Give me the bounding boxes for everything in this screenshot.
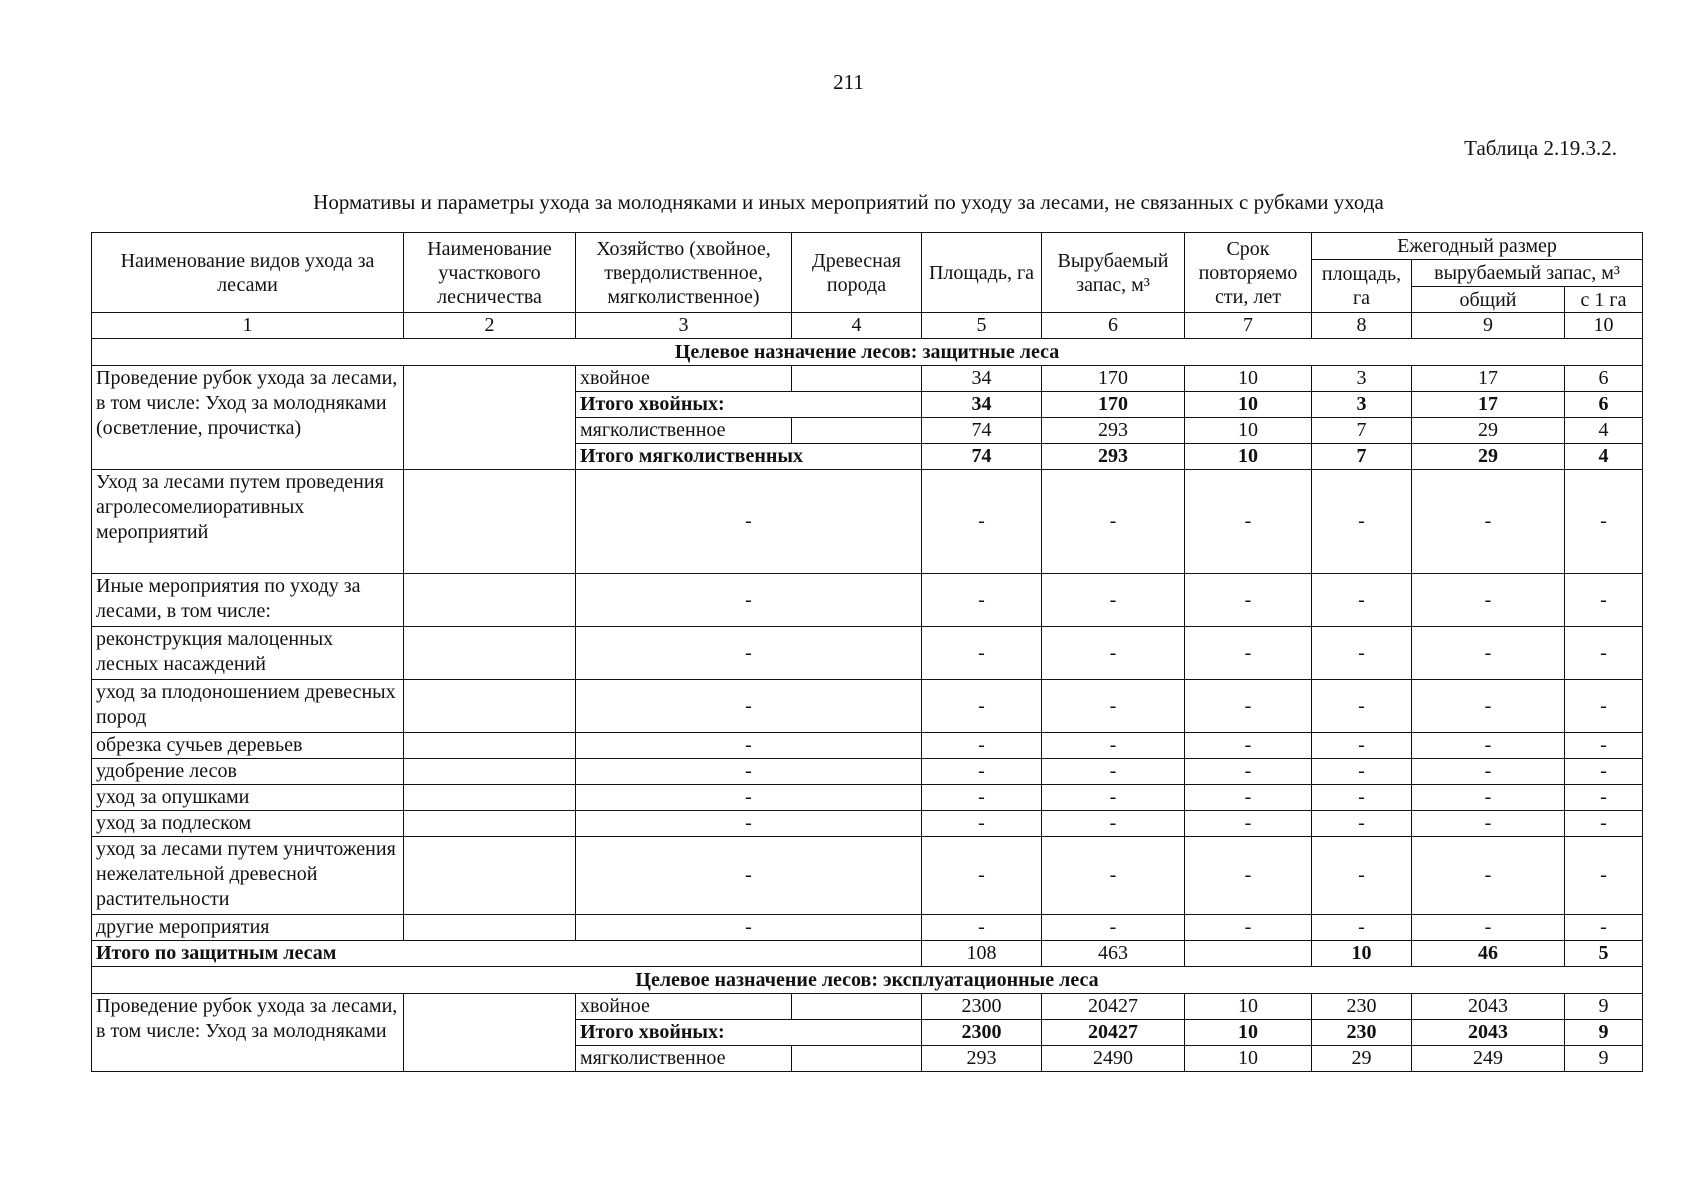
annual-per-ha-cell: - bbox=[1565, 811, 1643, 837]
forestry-cell bbox=[404, 627, 576, 680]
activity-name: Уход за лесами путем проведения агролесомелиоративных мероприятий bbox=[92, 470, 404, 574]
period-cell: - bbox=[1185, 733, 1312, 759]
area-cell: - bbox=[922, 785, 1042, 811]
annual-area-cell: - bbox=[1312, 574, 1412, 627]
farm-cell: - bbox=[576, 759, 922, 785]
header-area: Площадь, га bbox=[922, 233, 1042, 313]
annual-area-cell: - bbox=[1312, 470, 1412, 574]
farm-cell: - bbox=[576, 627, 922, 680]
species-cell bbox=[792, 1046, 922, 1072]
farm-cell: хвойное bbox=[576, 994, 792, 1020]
annual-area-cell: - bbox=[1312, 915, 1412, 941]
stock-cell: 170 bbox=[1042, 392, 1185, 418]
header-annual-total: общий bbox=[1412, 287, 1565, 313]
header-farm: Хозяйство (хвойное, твердолиственное, мягколиственное) bbox=[576, 233, 792, 313]
farm-cell: хвойное bbox=[576, 366, 792, 392]
annual-per-ha-cell: 4 bbox=[1565, 418, 1643, 444]
period-cell: - bbox=[1185, 915, 1312, 941]
area-cell: 74 bbox=[922, 444, 1042, 470]
period-cell: 10 bbox=[1185, 418, 1312, 444]
stock-cell: - bbox=[1042, 811, 1185, 837]
activity-name: уход за плодоношением древесных пород bbox=[92, 680, 404, 733]
period-cell: 10 bbox=[1185, 1020, 1312, 1046]
table-label: Таблица 2.19.3.2. bbox=[1464, 136, 1617, 160]
period-cell: 10 bbox=[1185, 994, 1312, 1020]
period-cell: - bbox=[1185, 627, 1312, 680]
standards-table bbox=[91, 232, 1643, 1072]
annual-area-cell: - bbox=[1312, 837, 1412, 915]
farm-cell: - bbox=[576, 811, 922, 837]
annual-area-cell: - bbox=[1312, 680, 1412, 733]
col-number: 10 bbox=[1565, 313, 1643, 339]
annual-total-cell: - bbox=[1412, 470, 1565, 574]
area-cell: - bbox=[922, 811, 1042, 837]
annual-per-ha-cell: - bbox=[1565, 470, 1643, 574]
annual-area-cell: 3 bbox=[1312, 366, 1412, 392]
forestry-cell bbox=[404, 759, 576, 785]
annual-total-cell: 17 bbox=[1412, 366, 1565, 392]
table-row bbox=[92, 680, 1643, 733]
annual-total-cell: - bbox=[1412, 627, 1565, 680]
table-row bbox=[92, 627, 1643, 680]
annual-per-ha-cell: 5 bbox=[1565, 941, 1643, 967]
period-cell: - bbox=[1185, 785, 1312, 811]
stock-cell: - bbox=[1042, 470, 1185, 574]
period-cell: - bbox=[1185, 680, 1312, 733]
forestry-cell bbox=[404, 811, 576, 837]
table-row bbox=[92, 366, 1643, 392]
farm-cell: - bbox=[576, 915, 922, 941]
period-cell: - bbox=[1185, 811, 1312, 837]
period-cell: - bbox=[1185, 470, 1312, 574]
farm-cell: Итого хвойных: bbox=[576, 1020, 922, 1046]
table-row bbox=[92, 915, 1643, 941]
annual-total-cell: 2043 bbox=[1412, 994, 1565, 1020]
section-header-row bbox=[92, 339, 1643, 366]
forestry-cell bbox=[404, 994, 576, 1072]
farm-cell: - bbox=[576, 733, 922, 759]
annual-area-cell: - bbox=[1312, 785, 1412, 811]
area-cell: 2300 bbox=[922, 994, 1042, 1020]
farm-cell: Итого хвойных: bbox=[576, 392, 922, 418]
stock-cell: 293 bbox=[1042, 444, 1185, 470]
section-header-row bbox=[92, 967, 1643, 994]
stock-cell: - bbox=[1042, 785, 1185, 811]
activity-name: уход за подлеском bbox=[92, 811, 404, 837]
stock-cell: - bbox=[1042, 627, 1185, 680]
activity-name: Проведение рубок ухода за лесами, в том числе: Уход за молодняками bbox=[92, 994, 404, 1072]
header-annual-group: Ежегодный размер bbox=[1312, 233, 1643, 260]
stock-cell: - bbox=[1042, 915, 1185, 941]
species-cell bbox=[792, 366, 922, 392]
header-activity: Наименование видов ухода за лесами bbox=[92, 233, 404, 313]
forestry-cell bbox=[404, 785, 576, 811]
header-stock: Вырубаемый запас, м³ bbox=[1042, 233, 1185, 313]
annual-per-ha-cell: - bbox=[1565, 759, 1643, 785]
annual-total-cell: 2043 bbox=[1412, 1020, 1565, 1046]
area-cell: - bbox=[922, 680, 1042, 733]
farm-cell: Итого мягколиственных bbox=[576, 444, 922, 470]
col-number: 3 bbox=[576, 313, 792, 339]
header-forestry: Наименование участкового лесничества bbox=[404, 233, 576, 313]
annual-total-cell: 29 bbox=[1412, 418, 1565, 444]
annual-area-cell: 10 bbox=[1312, 941, 1412, 967]
annual-total-cell: - bbox=[1412, 680, 1565, 733]
stock-cell: 2490 bbox=[1042, 1046, 1185, 1072]
annual-area-cell: 230 bbox=[1312, 994, 1412, 1020]
area-cell: - bbox=[922, 574, 1042, 627]
stock-cell: - bbox=[1042, 837, 1185, 915]
annual-total-cell: - bbox=[1412, 759, 1565, 785]
annual-area-cell: 3 bbox=[1312, 392, 1412, 418]
species-cell bbox=[792, 418, 922, 444]
table-row bbox=[92, 811, 1643, 837]
annual-per-ha-cell: - bbox=[1565, 574, 1643, 627]
total-row bbox=[92, 941, 1643, 967]
annual-area-cell: 29 bbox=[1312, 1046, 1412, 1072]
col-number: 5 bbox=[922, 313, 1042, 339]
area-cell: - bbox=[922, 759, 1042, 785]
period-cell: 10 bbox=[1185, 1046, 1312, 1072]
stock-cell: 20427 bbox=[1042, 994, 1185, 1020]
col-number: 8 bbox=[1312, 313, 1412, 339]
stock-cell: 170 bbox=[1042, 366, 1185, 392]
stock-cell: - bbox=[1042, 733, 1185, 759]
table-row bbox=[92, 470, 1643, 574]
annual-per-ha-cell: 9 bbox=[1565, 1046, 1643, 1072]
header-annual-stock-group: вырубаемый запас, м³ bbox=[1412, 260, 1643, 287]
annual-per-ha-cell: - bbox=[1565, 837, 1643, 915]
farm-cell: - bbox=[576, 470, 922, 574]
farm-cell: - bbox=[576, 785, 922, 811]
table-row bbox=[92, 574, 1643, 627]
col-number: 4 bbox=[792, 313, 922, 339]
section-title: Целевое назначение лесов: эксплуатационные леса bbox=[92, 967, 1643, 994]
annual-per-ha-cell: 6 bbox=[1565, 366, 1643, 392]
table-row bbox=[92, 785, 1643, 811]
table-row bbox=[92, 837, 1643, 915]
area-cell: - bbox=[922, 627, 1042, 680]
area-cell: 34 bbox=[922, 392, 1042, 418]
section-title: Целевое назначение лесов: защитные леса bbox=[92, 339, 1643, 366]
activity-name: уход за лесами путем уничтожения нежелательной древесной растительности bbox=[92, 837, 404, 915]
period-cell bbox=[1185, 941, 1312, 967]
farm-cell: - bbox=[576, 680, 922, 733]
annual-total-cell: 46 bbox=[1412, 941, 1565, 967]
annual-per-ha-cell: - bbox=[1565, 785, 1643, 811]
area-cell: 74 bbox=[922, 418, 1042, 444]
farm-cell: - bbox=[576, 574, 922, 627]
annual-area-cell: - bbox=[1312, 733, 1412, 759]
table-row bbox=[92, 759, 1643, 785]
annual-area-cell: 7 bbox=[1312, 444, 1412, 470]
header-period: Срок повторяемо сти, лет bbox=[1185, 233, 1312, 313]
col-number: 1 bbox=[92, 313, 404, 339]
farm-cell: - bbox=[576, 837, 922, 915]
stock-cell: 20427 bbox=[1042, 1020, 1185, 1046]
annual-per-ha-cell: 4 bbox=[1565, 444, 1643, 470]
annual-area-cell: 7 bbox=[1312, 418, 1412, 444]
annual-area-cell: - bbox=[1312, 811, 1412, 837]
table-row bbox=[92, 994, 1643, 1020]
annual-total-cell: 17 bbox=[1412, 392, 1565, 418]
stock-cell: 463 bbox=[1042, 941, 1185, 967]
area-cell: 293 bbox=[922, 1046, 1042, 1072]
area-cell: - bbox=[922, 733, 1042, 759]
col-number: 7 bbox=[1185, 313, 1312, 339]
annual-per-ha-cell: - bbox=[1565, 915, 1643, 941]
area-cell: - bbox=[922, 837, 1042, 915]
forestry-cell bbox=[404, 837, 576, 915]
species-cell bbox=[792, 994, 922, 1020]
forestry-cell bbox=[404, 470, 576, 574]
activity-name: реконструкция малоценных лесных насаждений bbox=[92, 627, 404, 680]
stock-cell: 293 bbox=[1042, 418, 1185, 444]
forestry-cell bbox=[404, 733, 576, 759]
stock-cell: - bbox=[1042, 759, 1185, 785]
annual-per-ha-cell: - bbox=[1565, 680, 1643, 733]
annual-per-ha-cell: - bbox=[1565, 627, 1643, 680]
area-cell: 2300 bbox=[922, 1020, 1042, 1046]
area-cell: - bbox=[922, 470, 1042, 574]
area-cell: - bbox=[922, 915, 1042, 941]
header-species: Древесная порода bbox=[792, 233, 922, 313]
activity-name: Проведение рубок ухода за лесами, в том числе: Уход за молодняками (осветление, прочистка) bbox=[92, 366, 404, 470]
forestry-cell bbox=[404, 366, 576, 470]
annual-total-cell: - bbox=[1412, 733, 1565, 759]
activity-name: уход за опушками bbox=[92, 785, 404, 811]
period-cell: 10 bbox=[1185, 366, 1312, 392]
annual-per-ha-cell: 9 bbox=[1565, 1020, 1643, 1046]
annual-area-cell: 230 bbox=[1312, 1020, 1412, 1046]
col-number: 2 bbox=[404, 313, 576, 339]
activity-name: удобрение лесов bbox=[92, 759, 404, 785]
forestry-cell bbox=[404, 915, 576, 941]
annual-total-cell: - bbox=[1412, 574, 1565, 627]
annual-area-cell: - bbox=[1312, 759, 1412, 785]
document-title: Нормативы и параметры ухода за молодняками и иных мероприятий по уходу за лесами, не связанных с рубками ухода bbox=[313, 190, 1384, 214]
annual-total-cell: - bbox=[1412, 811, 1565, 837]
annual-total-cell: - bbox=[1412, 837, 1565, 915]
period-cell: - bbox=[1185, 759, 1312, 785]
activity-name: другие мероприятия bbox=[92, 915, 404, 941]
farm-cell: мягколиственное bbox=[576, 418, 792, 444]
table-row bbox=[92, 733, 1643, 759]
forestry-cell bbox=[404, 680, 576, 733]
annual-per-ha-cell: - bbox=[1565, 733, 1643, 759]
farm-cell: мягколиственное bbox=[576, 1046, 792, 1072]
col-number: 6 bbox=[1042, 313, 1185, 339]
activity-name: Иные мероприятия по уходу за лесами, в том числе: bbox=[92, 574, 404, 627]
total-label: Итого по защитным лесам bbox=[92, 941, 922, 967]
annual-area-cell: - bbox=[1312, 627, 1412, 680]
column-numbers-row bbox=[92, 313, 1643, 339]
period-cell: 10 bbox=[1185, 392, 1312, 418]
annual-total-cell: 249 bbox=[1412, 1046, 1565, 1072]
annual-per-ha-cell: 6 bbox=[1565, 392, 1643, 418]
annual-total-cell: 29 bbox=[1412, 444, 1565, 470]
annual-total-cell: - bbox=[1412, 915, 1565, 941]
stock-cell: - bbox=[1042, 574, 1185, 627]
period-cell: - bbox=[1185, 837, 1312, 915]
col-number: 9 bbox=[1412, 313, 1565, 339]
header-annual-per-ha: с 1 га bbox=[1565, 287, 1643, 313]
stock-cell: - bbox=[1042, 680, 1185, 733]
activity-name: обрезка сучьев деревьев bbox=[92, 733, 404, 759]
header-annual-area: площадь, га bbox=[1312, 260, 1412, 313]
annual-total-cell: - bbox=[1412, 785, 1565, 811]
area-cell: 34 bbox=[922, 366, 1042, 392]
annual-per-ha-cell: 9 bbox=[1565, 994, 1643, 1020]
header-row bbox=[92, 233, 1643, 260]
period-cell: - bbox=[1185, 574, 1312, 627]
page-number: 211 bbox=[833, 70, 864, 94]
area-cell: 108 bbox=[922, 941, 1042, 967]
forestry-cell bbox=[404, 574, 576, 627]
period-cell: 10 bbox=[1185, 444, 1312, 470]
